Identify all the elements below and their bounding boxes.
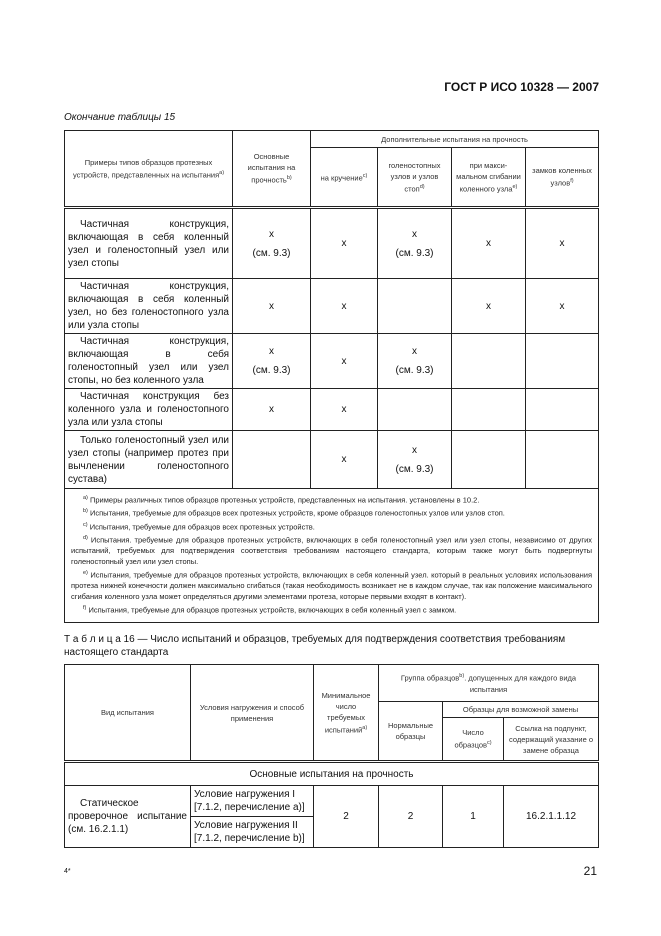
maxflex-cell: x bbox=[452, 279, 526, 334]
locks-cell bbox=[526, 431, 599, 489]
header-torsion: на кручение$^{c)}$ bbox=[311, 148, 378, 208]
table-row bbox=[65, 208, 599, 279]
table15-footnotes bbox=[65, 489, 599, 623]
header-count: Число образцов$^{c)}$ bbox=[443, 718, 504, 762]
condition-1: Условие нагружения I [7.1.2, перечисление a)] bbox=[191, 786, 314, 817]
row-description: Частичная конструкция, включающая в себя коленный узел и голеностопный узел или узел стопы bbox=[65, 208, 233, 279]
torsion-cell: x bbox=[311, 208, 378, 279]
section-basic-tests: Основные испытания на прочность bbox=[65, 762, 599, 786]
header-locks: замков коленных узлов$^{f)}$ bbox=[526, 148, 599, 208]
test-name: Статическое проверочное испытание (см. 16.2.1.1) bbox=[65, 786, 191, 848]
maxflex-cell: x bbox=[452, 208, 526, 279]
page-number: 21 bbox=[583, 864, 597, 878]
maxflex-cell bbox=[452, 431, 526, 489]
maxflex-cell bbox=[452, 334, 526, 389]
row-description: Частичная конструкция, включающая в себя коленный узел, но без голеностопного узла или узла стопы bbox=[65, 279, 233, 334]
torsion-cell: x bbox=[311, 279, 378, 334]
header-replacement: Образцы для возможной замены bbox=[443, 702, 599, 718]
header-group: Группа образцов$^{b)}$. допущенных для каждого вида испытания bbox=[379, 665, 599, 702]
replacement-count: 1 bbox=[443, 786, 504, 848]
locks-cell: x bbox=[526, 279, 599, 334]
header-min-tests: Минимальное число требуемых испытаний$^{a)}$ bbox=[314, 665, 379, 762]
table-15 bbox=[64, 130, 599, 623]
ankle-cell: x (см. 9.3) bbox=[378, 431, 452, 489]
row-description: Частичная конструкция без коленного узла и голеностопного узла или узла стопы bbox=[65, 389, 233, 431]
table-row bbox=[65, 279, 599, 334]
header-normal: Нормальные образцы bbox=[379, 702, 443, 762]
header-examples: Примеры типов образцов протезных устройств, представленных на испытания$^{a)}$ bbox=[65, 131, 233, 208]
torsion-cell: x bbox=[311, 431, 378, 489]
table-row bbox=[65, 334, 599, 389]
basic-cell: x (см. 9.3) bbox=[233, 208, 311, 279]
ankle-cell bbox=[378, 389, 452, 431]
basic-cell: x bbox=[233, 279, 311, 334]
table-row bbox=[65, 786, 599, 817]
maxflex-cell bbox=[452, 389, 526, 431]
min-tests: 2 bbox=[314, 786, 379, 848]
footnote: $^{f)}$ Испытания, требуемые для образцов протезных устройств, включающих в себя коленный узел с замком. bbox=[83, 604, 457, 615]
table-row bbox=[65, 431, 599, 489]
locks-cell bbox=[526, 334, 599, 389]
header-conditions: Условия нагружения и способ применения bbox=[191, 665, 314, 762]
table15-caption: Окончание таблицы 15 bbox=[64, 112, 176, 123]
normal-samples: 2 bbox=[379, 786, 443, 848]
torsion-cell: x bbox=[311, 389, 378, 431]
header-additional: Дополнительные испытания на прочность bbox=[311, 131, 599, 148]
footnote: $^{e)}$ Испытания, требуемые для образцов протезных устройств, включающих в себя коленный узел. который в реальных условиях использования протеза нижней конечности должен максимально сгибаться (такая необходимость возникает не в каждом случае, так как положение максимального сгибания коленного узла может определяться другими элементами протеза, которые первыми входят в контакт). bbox=[71, 569, 593, 601]
footnote: $^{c)}$ Испытания, требуемые для образцов всех протезных устройств. bbox=[83, 521, 315, 532]
header-ankle: голеностопных узлов и узлов стоп$^{d)}$ bbox=[378, 148, 452, 208]
table-row bbox=[65, 389, 599, 431]
table-16 bbox=[64, 664, 599, 848]
sheet-mark: 4* bbox=[64, 868, 71, 875]
row-description: Частичная конструкция, включающая в себя голеностопный узел или узел стопы, но без коленного узла bbox=[65, 334, 233, 389]
header-test-type: Вид испытания bbox=[65, 665, 191, 762]
footnote: $^{b)}$ Испытания, требуемые для образцов всех протезных устройств, кроме образцов голеностопных узлов или узлов стоп. bbox=[83, 508, 505, 518]
locks-cell bbox=[526, 389, 599, 431]
row-description: Только голеностопный узел или узел стопы (например протез при вычленении голеностопного сустава) bbox=[65, 431, 233, 489]
header-basic: Основные испытания на прочность$^{b)}$ bbox=[233, 131, 311, 208]
table16-caption: Т а б л и ц а 16 — Число испытаний и образцов, требуемых для подтверждения соответствия требованиям настоящего стандарта bbox=[64, 634, 566, 658]
standard-header: ГОСТ Р ИСО 10328 — 2007 bbox=[444, 80, 599, 94]
torsion-cell: x bbox=[311, 334, 378, 389]
basic-cell: x (см. 9.3) bbox=[233, 334, 311, 389]
condition-2: Условие нагружения II [7.1.2, перечисление b)] bbox=[191, 817, 314, 848]
replacement-ref: 16.2.1.1.12 bbox=[504, 786, 599, 848]
locks-cell: x bbox=[526, 208, 599, 279]
basic-cell: x bbox=[233, 389, 311, 431]
footnote: $^{d)}$ Испытания. требуемые для образцов протезных устройств, включающих в себя голеностопный узел или узел стопы, независимо от других испытаний, требуемых для подтверждения соответствия требованиям настоящего стандарта, которым также могут быть подвергнуты голеностопный узел или узел стопы. bbox=[71, 534, 593, 566]
ankle-cell: x (см. 9.3) bbox=[378, 208, 452, 279]
ankle-cell bbox=[378, 279, 452, 334]
ankle-cell: x (см. 9.3) bbox=[378, 334, 452, 389]
header-maxflex: при макси-мальном сгибании коленного узла$^{e)}$ bbox=[452, 148, 526, 208]
header-reference: Ссылка на подпункт, содержащий указание о замене образца bbox=[504, 718, 599, 762]
footnote: $^{a)}$ Примеры различных типов образцов протезных устройств, представленных на испытания. установлены в 10.2. bbox=[83, 495, 480, 505]
basic-cell bbox=[233, 431, 311, 489]
